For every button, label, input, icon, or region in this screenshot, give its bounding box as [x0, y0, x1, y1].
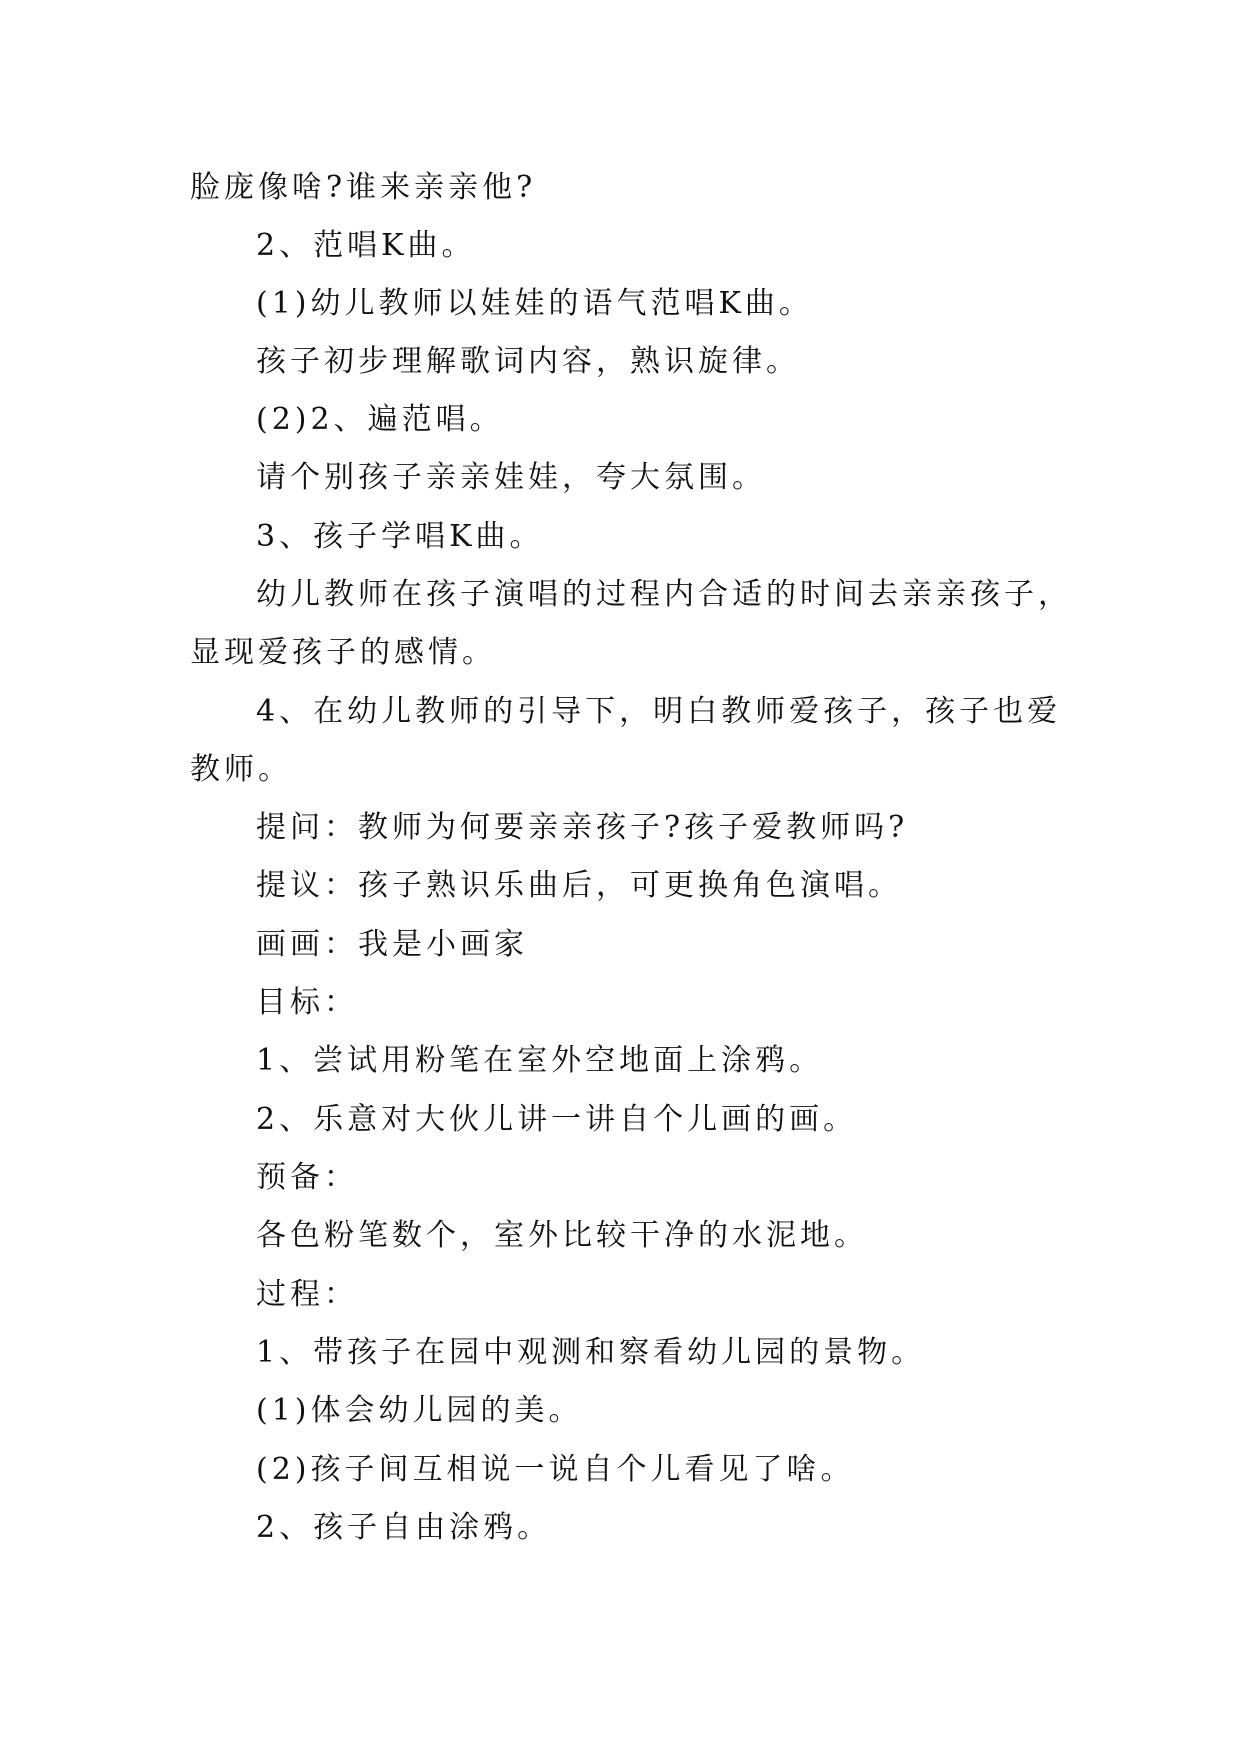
text-line: 各色粉笔数个，室外比较干净的水泥地。 [256, 1218, 868, 1253]
text-line: 孩子初步理解歌词内容，熟识旋律。 [256, 344, 800, 379]
section-heading: 画画：我是小画家 [256, 927, 528, 962]
text-line: 2、乐意对大伙儿讲一讲自个儿画的画。 [256, 1102, 858, 1137]
text-line: 3、孩子学唱K曲。 [256, 519, 544, 554]
text-line: (1)体会幼儿园的美。 [256, 1393, 583, 1428]
text-line: 请个别孩子亲亲娃娃，夸大氛围。 [256, 460, 766, 495]
text-line: 脸庞像啥?谁来亲亲他? [190, 170, 537, 205]
text-line: (1)幼儿教师以娃娃的语气范唱K曲。 [256, 286, 813, 321]
text-line: 过程： [256, 1277, 358, 1312]
text-line: 4、在幼儿教师的引导下，明白教师爱孩子，孩子也爱 [256, 694, 1062, 729]
text-line: 1、带孩子在园中观测和察看幼儿园的景物。 [256, 1335, 926, 1370]
text-line: 教师。 [190, 752, 292, 787]
text-line: 提议：孩子熟识乐曲后，可更换角色演唱。 [256, 868, 902, 903]
text-line: 提问：教师为何要亲亲孩子?孩子爱教师吗? [256, 810, 909, 845]
text-line: (2)2、遍范唱。 [256, 402, 504, 437]
text-line: 目标： [256, 985, 358, 1020]
text-line: 2、范唱K曲。 [256, 228, 476, 263]
text-line: 2、孩子自由涂鸦。 [256, 1510, 552, 1545]
text-line: 预备： [256, 1160, 358, 1195]
text-line: (2)孩子间互相说一说自个儿看见了啥。 [256, 1452, 855, 1487]
text-line: 1、尝试用粉笔在室外空地面上涂鸦。 [256, 1043, 824, 1078]
text-line: 显现爱孩子的感情。 [190, 635, 496, 670]
text-line: 幼儿教师在孩子演唱的过程内合适的时间去亲亲孩子， [256, 577, 1072, 612]
